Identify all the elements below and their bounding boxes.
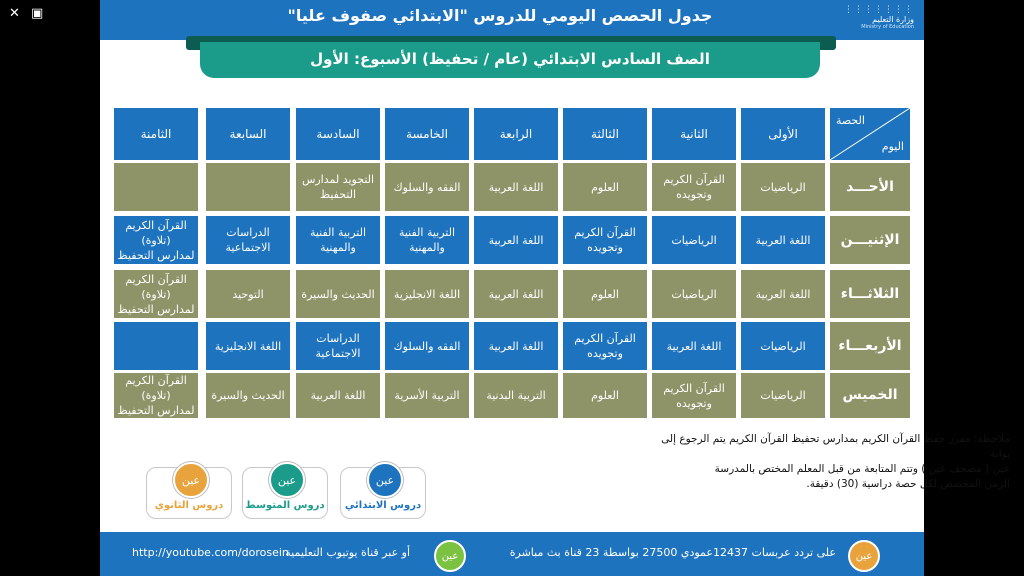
period-header: السادسة [296, 108, 380, 160]
ministry-logo: ⋮⋮⋮⋮⋮⋮⋮ وزارة التعليم Ministry of Education [844, 5, 914, 30]
ein-logo-icon: عين [173, 462, 209, 498]
day-label: الثلاثـــاء [830, 270, 910, 318]
subject-cell: التربية الأسرية [385, 373, 469, 418]
ein-logo-icon: عين [269, 462, 305, 498]
subject-cell: الدراسات الاجتماعية [206, 216, 290, 264]
subject-cell: الرياضيات [741, 163, 825, 211]
subject-cell: اللغة العربية [741, 216, 825, 264]
day-label: الأربعـــاء [830, 322, 910, 370]
youtube-channel-text: أو عبر قناة يوتيوب التعليمية [285, 546, 410, 559]
note-line: ملاحظة: مقرر حفظ القرآن الكريم بمدارس تحفيظ القرآن الكريم يتم الرجوع إلى بوابة [661, 433, 1010, 460]
ein-logo-icon: عين [367, 462, 403, 498]
grade-subtitle: الصف السادس الابتدائي (عام / تحفيظ) الأسبوع: الأول [310, 50, 710, 68]
subject-cell: القرآن الكريم (تلاوة) لمدارس التحفيظ [114, 216, 198, 264]
subject-cell: اللغة الانجليزية [206, 322, 290, 370]
youtube-link[interactable]: http://youtube.com/dorosein [132, 546, 289, 559]
period-header: الثامنة [114, 108, 198, 160]
day-label: الخميس [830, 373, 910, 418]
close-icon[interactable]: ✕ [9, 6, 20, 21]
subject-cell: القرآن الكريم وتجويده [652, 373, 736, 418]
subtitle-ribbon [200, 42, 820, 78]
period-header: الرابعة [474, 108, 558, 160]
subject-cell: الحديث والسيرة [206, 373, 290, 418]
note-line: الزمن المخصص لكل حصة دراسية (30) دقيقة. [806, 478, 1010, 490]
period-header: الثانية [652, 108, 736, 160]
subject-cell: اللغة العربية [741, 270, 825, 318]
day-label: الإثنيـــن [830, 216, 910, 264]
period-header: الثالثة [563, 108, 647, 160]
channel-frequency-text: على تردد عربسات 12437عمودي 27500 بواسطة 23 قناة بث مباشرة [509, 546, 836, 559]
badge-label: دروس الثانوي [154, 500, 224, 511]
subject-cell: الفقه والسلوك [385, 322, 469, 370]
note-line: عين ( مصحف عين ) وتتم المتابعة من قبل المعلم المختص بالمدرسة [714, 463, 1010, 475]
subject-cell: العلوم [563, 270, 647, 318]
subject-cell: الرياضيات [741, 373, 825, 418]
subject-cell: الرياضيات [652, 270, 736, 318]
ein-youtube-icon: عين [434, 540, 466, 572]
primary-lessons-badge[interactable] [340, 467, 426, 519]
footer-bar [100, 532, 924, 576]
ein-channel-icon: عين [848, 540, 880, 572]
subject-cell [114, 163, 198, 211]
period-header: الأولى [741, 108, 825, 160]
subject-cell: التجويد لمدارس التحفيظ [296, 163, 380, 211]
subject-cell [114, 322, 198, 370]
period-header: الخامسة [385, 108, 469, 160]
period-header: السابعة [206, 108, 290, 160]
subject-cell: التوحيد [206, 270, 290, 318]
logo-arabic-text: وزارة التعليم [872, 15, 914, 24]
subject-cell: التربية الفنية والمهنية [385, 216, 469, 264]
subject-cell: القرآن الكريم وتجويده [563, 322, 647, 370]
day-label: الأحـــد [830, 163, 910, 211]
schedule-slide [100, 0, 1010, 576]
page-title: جدول الحصص اليومي للدروس "الابتدائي صفوف عليا" [287, 6, 713, 25]
subject-cell [206, 163, 290, 211]
window-icon[interactable]: ▣ [31, 6, 44, 21]
logo-english-text: Ministry of Education [861, 24, 914, 30]
subject-cell: التربية البدنية [474, 373, 558, 418]
subject-cell: اللغة العربية [296, 373, 380, 418]
subject-cell: الفقه والسلوك [385, 163, 469, 211]
subject-cell: القرآن الكريم (تلاوة) لمدارس التحفيظ [114, 373, 198, 418]
badge-label: دروس الابتدائي [344, 500, 422, 511]
subject-cell: التربية الفنية والمهنية [296, 216, 380, 264]
corner-period-label: الحصة [836, 114, 865, 127]
subject-cell: العلوم [563, 373, 647, 418]
subject-cell: القرآن الكريم وتجويده [563, 216, 647, 264]
subject-cell: اللغة العربية [474, 216, 558, 264]
intermediate-lessons-badge[interactable] [242, 467, 328, 519]
secondary-lessons-badge[interactable] [146, 467, 232, 519]
subject-cell: الرياضيات [741, 322, 825, 370]
subject-cell: اللغة الانجليزية [385, 270, 469, 318]
corner-header [830, 108, 910, 160]
subject-cell: اللغة العربية [652, 322, 736, 370]
subject-cell: الدراسات الاجتماعية [296, 322, 380, 370]
subject-cell: العلوم [563, 163, 647, 211]
note-text [640, 432, 1010, 492]
subject-cell: اللغة العربية [474, 270, 558, 318]
header-bar [100, 0, 924, 40]
subject-cell: الحديث والسيرة [296, 270, 380, 318]
corner-day-label: اليوم [881, 140, 904, 153]
badge-label: دروس المتوسط [245, 500, 325, 511]
subject-cell: اللغة العربية [474, 322, 558, 370]
subject-cell: القرآن الكريم (تلاوة) لمدارس التحفيظ [114, 270, 198, 318]
subject-cell: اللغة العربية [474, 163, 558, 211]
subject-cell: القرآن الكريم وتجويده [652, 163, 736, 211]
subject-cell: الرياضيات [652, 216, 736, 264]
